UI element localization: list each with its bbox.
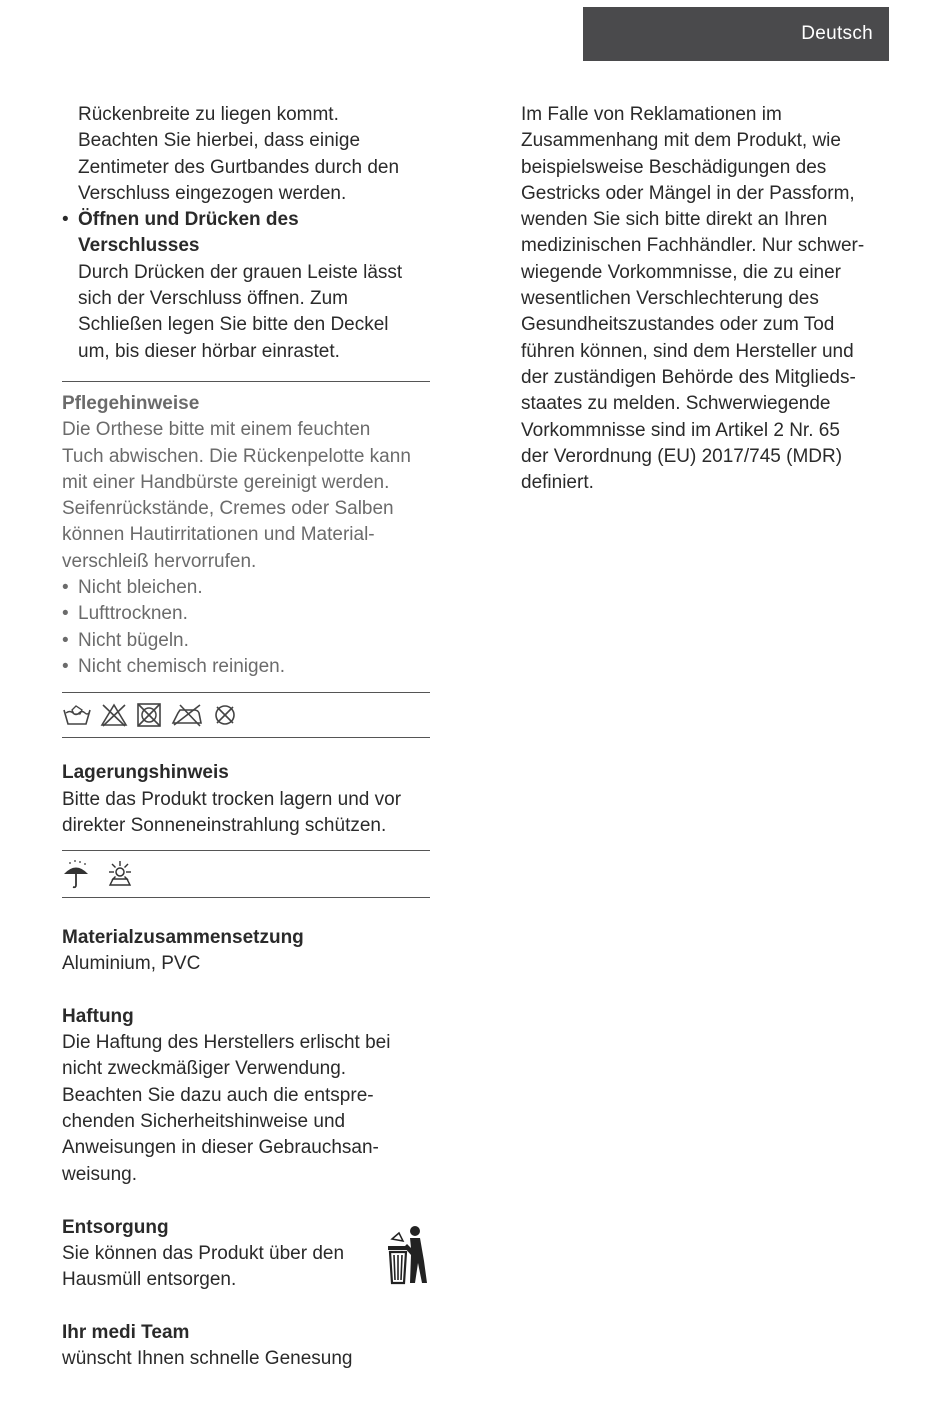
list-item: • Lufttrocknen.	[62, 601, 430, 627]
text-line: Beachten Sie hierbei, dass einige	[78, 130, 361, 152]
team-section	[62, 1320, 430, 1373]
disposal-title: Entsorgung	[62, 1216, 169, 1238]
disposal-section	[62, 1215, 430, 1294]
text-line: Verschluss eingezogen werden.	[78, 182, 347, 204]
text-line: Gesundheitszustandes oder zum Tod	[521, 314, 835, 336]
text-line: Die Orthese bitte mit einem feuchten	[62, 419, 371, 441]
divider	[62, 897, 430, 898]
list-item-text: Nicht bügeln.	[78, 629, 189, 651]
text-line: Beachten Sie dazu auch die entspre-	[62, 1084, 374, 1106]
text-line: um, bis dieser hörbar einrastet.	[78, 340, 340, 362]
team-text: wünscht Ihnen schnelle Genesung	[62, 1347, 353, 1369]
text-line: Sie können das Produkt über den	[62, 1243, 345, 1265]
text-line: wiegende Vorkommnisse, die zu einer	[521, 261, 842, 283]
text-line: Schließen legen Sie bitte den Deckel	[78, 314, 389, 336]
text-line: nicht zweckmäßiger Verwendung.	[62, 1058, 347, 1080]
care-symbols	[62, 693, 430, 737]
liability-section	[62, 1004, 430, 1188]
no-bleach-icon	[100, 703, 128, 727]
text-line: sich der Verschluss öffnen. Zum	[78, 288, 348, 310]
list-item-text: Nicht bleichen.	[78, 577, 203, 599]
language-tab: Deutsch	[583, 7, 889, 61]
list-item: • Nicht bügeln.	[62, 628, 430, 654]
text-line: mit einer Handbürste gereinigt werden.	[62, 471, 390, 493]
text-line: verschleiß hervorrufen.	[62, 550, 257, 572]
text-line: Hausmüll entsorgen.	[62, 1269, 237, 1291]
text-line: führen können, sind dem Hersteller und	[521, 340, 854, 362]
text-line: der zuständigen Behörde des Mitglieds-	[521, 366, 856, 388]
bullet-dot: •	[62, 209, 69, 231]
care-title: Pflegehinweise	[62, 392, 200, 414]
material-section	[62, 925, 430, 978]
opening-title: Öffnen und Drücken des	[78, 209, 299, 231]
text-line: Im Falle von Reklamationen im	[521, 104, 782, 125]
material-text: Aluminium, PVC	[62, 953, 201, 975]
text-line: beispielsweise Beschädigungen des	[521, 156, 827, 178]
text-line: chenden Sicherheitshinweise und	[62, 1110, 346, 1132]
right-column	[521, 102, 891, 496]
storage-symbols	[62, 851, 430, 897]
text-line: direkter Sonneneinstrahlung schützen.	[62, 814, 387, 836]
text-line: definiert.	[521, 472, 594, 494]
opening-bullet	[62, 207, 430, 365]
text-line: Tuch abwischen. Die Rückenpelotte kann	[62, 445, 411, 467]
divider	[62, 737, 430, 738]
text-line: medizinischen Fachhändler. Nur schwer-	[521, 235, 865, 257]
storage-title: Lagerungshinweis	[62, 762, 229, 784]
text-line: Anweisungen in dieser Gebrauchsan-	[62, 1137, 379, 1159]
text-line: Die Haftung des Herstellers erlischt bei	[62, 1032, 391, 1054]
intro-text	[62, 102, 430, 207]
text-line: Rückenbreite zu liegen kommt.	[78, 104, 339, 125]
list-item-text: Lufttrocknen.	[78, 603, 188, 625]
list-item: • Nicht chemisch reinigen.	[62, 654, 430, 680]
divider	[62, 381, 430, 382]
text-line: wesentlichen Verschlechterung des	[521, 288, 819, 310]
keep-away-from-sunlight-icon	[104, 859, 136, 889]
text-line: weisung.	[62, 1163, 137, 1185]
no-dry-clean-icon	[212, 703, 238, 727]
text-line: Seifenrückstände, Cremes oder Salben	[62, 498, 394, 520]
team-title: Ihr medi Team	[62, 1321, 190, 1343]
text-line: können Hautirritationen und Material-	[62, 524, 375, 546]
opening-title: Verschlusses	[78, 235, 200, 257]
text-line: Vorkommnisse sind im Artikel 2 Nr. 65	[521, 419, 840, 441]
keep-dry-icon	[62, 859, 90, 889]
hand-wash-icon	[62, 704, 92, 726]
list-item-text: Nicht chemisch reinigen.	[78, 655, 285, 677]
no-tumble-dry-icon	[136, 703, 162, 727]
care-section	[62, 391, 430, 680]
material-title: Materialzusammensetzung	[62, 927, 304, 949]
no-iron-icon	[170, 703, 204, 727]
storage-section	[62, 760, 430, 839]
text-line: staates zu melden. Schwerwiegende	[521, 393, 831, 415]
text-line: Bitte das Produkt trocken lagern und vor	[62, 788, 402, 810]
text-line: wenden Sie sich bitte direkt an Ihren	[521, 209, 828, 231]
trash-bin-icon	[380, 1225, 430, 1287]
text-line: der Verordnung (EU) 2017/745 (MDR)	[521, 445, 843, 467]
left-column	[62, 102, 430, 1372]
liability-title: Haftung	[62, 1005, 134, 1027]
text-line: Zentimeter des Gurtbandes durch den	[78, 156, 400, 178]
list-item: • Nicht bleichen.	[62, 575, 430, 601]
text-line: Durch Drücken der grauen Leiste lässt	[78, 261, 403, 283]
text-line: Zusammenhang mit dem Produkt, wie	[521, 130, 841, 152]
text-line: Gestricks oder Mängel in der Passform,	[521, 182, 855, 204]
